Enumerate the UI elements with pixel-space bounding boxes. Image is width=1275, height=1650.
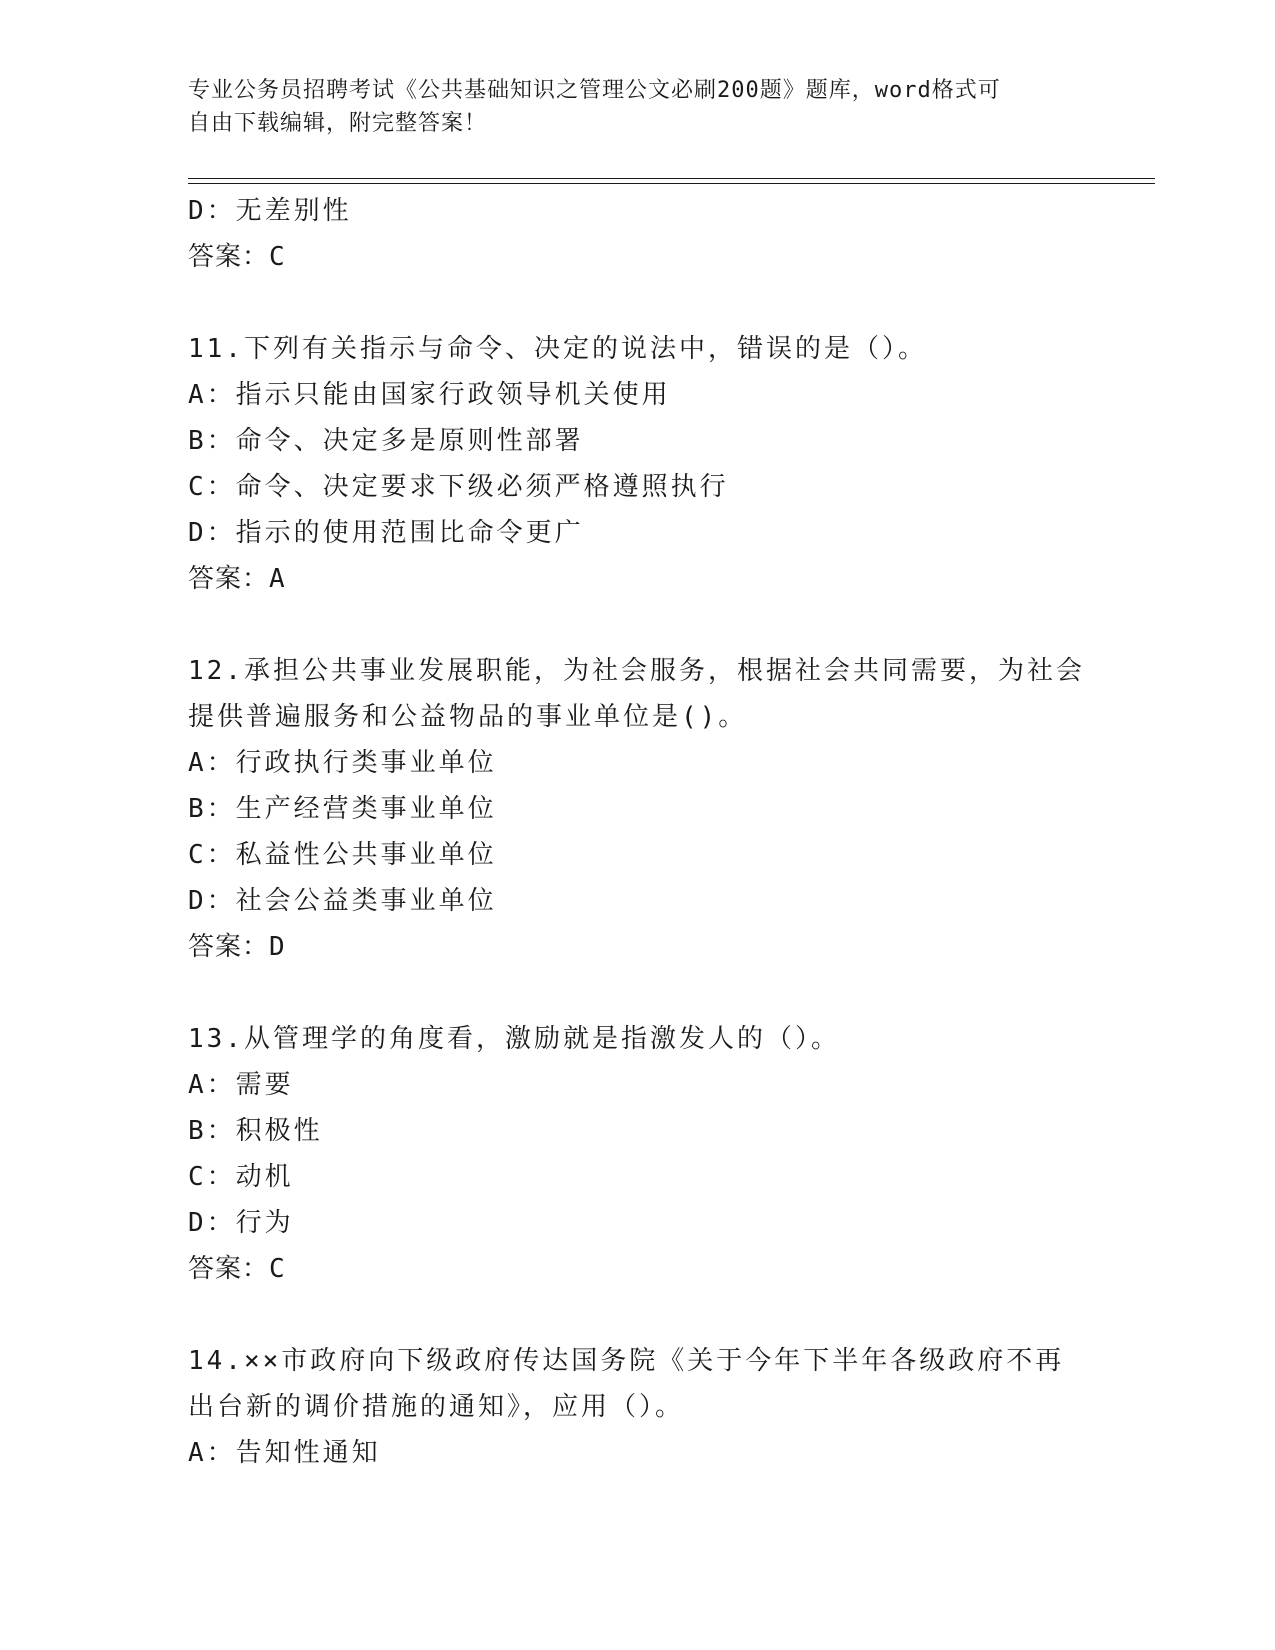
header-title-line-2: 自由下载编辑，附完整答案！ xyxy=(188,111,488,136)
header-divider xyxy=(188,178,1155,184)
option-c: C：动机 xyxy=(188,1162,294,1192)
question-14 xyxy=(188,1338,1088,1476)
answer-line xyxy=(188,924,1088,970)
question-list xyxy=(188,188,1088,1476)
option-d: D：行为 xyxy=(188,1208,294,1238)
option-b: B：生产经营类事业单位 xyxy=(188,794,497,824)
question-13 xyxy=(188,1016,1088,1292)
answer-label: 答案： xyxy=(188,932,270,962)
option-b: B：命令、决定多是原则性部署 xyxy=(188,426,584,456)
spacer xyxy=(188,280,1088,326)
question-stem: 13.从管理学的角度看，激励就是指激发人的（）。 xyxy=(188,1024,840,1054)
question-stem-continued: 出台新的调价措施的通知》，应用（）。 xyxy=(188,1392,685,1422)
answer-value: A xyxy=(269,564,286,594)
option-a: A：行政执行类事业单位 xyxy=(188,748,497,778)
option-b: B：积极性 xyxy=(188,1116,323,1146)
answer-label: 答案： xyxy=(188,242,270,272)
question-stem: 14.××市政府向下级政府传达国务院《关于今年下半年各级政府不再 xyxy=(188,1346,1065,1376)
option-c: C：命令、决定要求下级必须严格遵照执行 xyxy=(188,472,729,502)
option-d: D：社会公益类事业单位 xyxy=(188,886,497,916)
header-title-line-1: 专业公务员招聘考试《公共基础知识之管理公文必刷200题》题库，word格式可 xyxy=(188,78,1001,103)
spacer xyxy=(188,970,1088,1016)
answer-value: C xyxy=(269,1254,286,1284)
question-11 xyxy=(188,326,1088,602)
option-d: D：指示的使用范围比命令更广 xyxy=(188,518,584,548)
answer-label: 答案： xyxy=(188,1254,270,1284)
answer-line xyxy=(188,556,1088,602)
option-c: C：私益性公共事业单位 xyxy=(188,840,497,870)
option-d: D：无差别性 xyxy=(188,196,352,226)
answer-line xyxy=(188,234,1088,280)
spacer xyxy=(188,602,1088,648)
option-a: A：告知性通知 xyxy=(188,1438,381,1468)
answer-line xyxy=(188,1246,1088,1292)
question-10-continued xyxy=(188,188,1088,280)
question-12 xyxy=(188,648,1088,970)
answer-value: D xyxy=(269,932,286,962)
spacer xyxy=(188,1292,1088,1338)
option-a: A：指示只能由国家行政领导机关使用 xyxy=(188,380,671,410)
document-header xyxy=(188,74,1068,140)
answer-label: 答案： xyxy=(188,564,270,594)
option-a: A：需要 xyxy=(188,1070,294,1100)
answer-value: C xyxy=(269,242,286,272)
question-stem: 12.承担公共事业发展职能，为社会服务，根据社会共同需要，为社会 xyxy=(188,656,1085,686)
question-stem: 11.下列有关指示与命令、决定的说法中，错误的是（）。 xyxy=(188,334,927,364)
question-stem-continued: 提供普遍服务和公益物品的事业单位是()。 xyxy=(188,702,748,732)
